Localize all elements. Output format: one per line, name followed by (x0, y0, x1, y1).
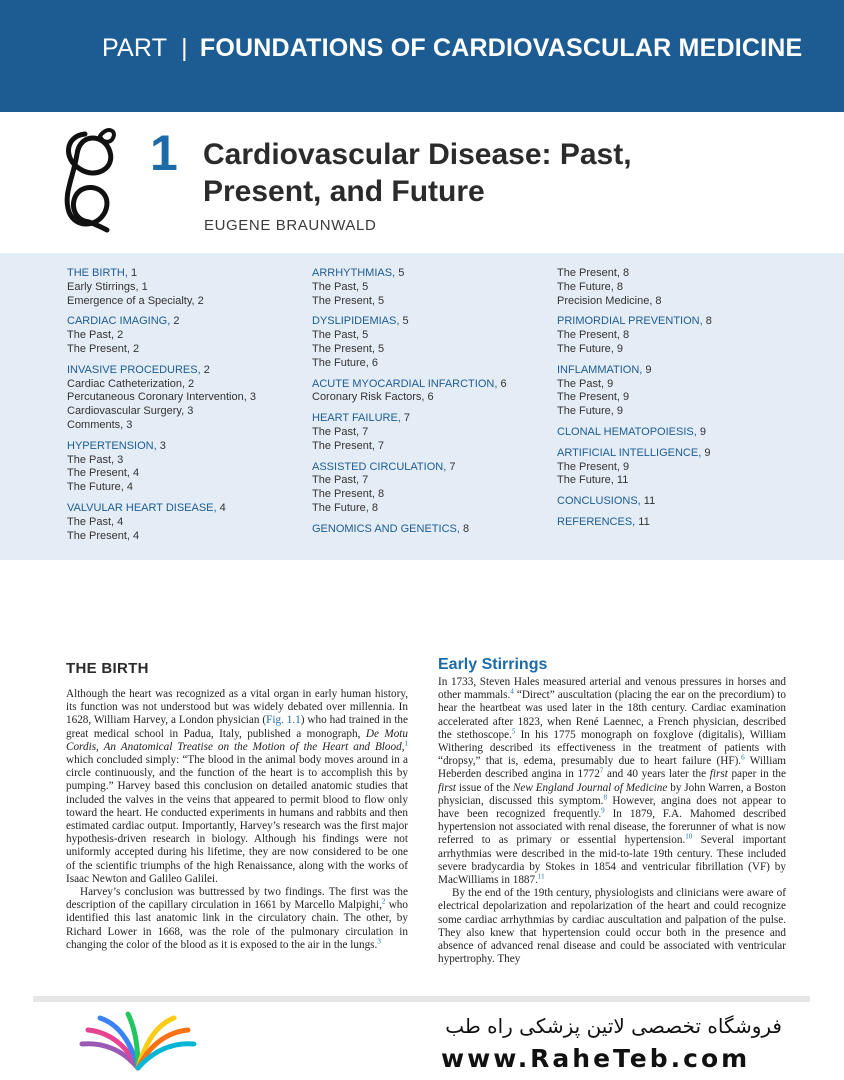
outline-heading[interactable] (67, 267, 302, 281)
chapter-author: EUGENE BRAUNWALD (204, 217, 377, 234)
outline-group (312, 461, 547, 516)
outline-item[interactable]: Precision Medicine, 8 (557, 294, 662, 307)
text-run: paper in the (727, 768, 786, 781)
outline-group (312, 315, 547, 370)
outline-item[interactable]: Coronary Risk Factors, 6 (312, 391, 434, 404)
subsection-heading: Early Stirrings (438, 656, 548, 673)
outline-item[interactable]: Early Stirrings, 1 (67, 280, 148, 293)
outline-heading-page: 9 (699, 425, 706, 438)
outline-column-3 (557, 267, 817, 537)
reference-link[interactable]: 4 (510, 687, 514, 696)
outline-heading[interactable] (67, 440, 302, 454)
outline-heading-label: ARTIFICIAL INTELLIGENCE, (557, 446, 705, 459)
outline-heading[interactable] (67, 315, 302, 329)
outline-heading[interactable] (312, 378, 547, 392)
outline-group (67, 502, 302, 543)
outline-item[interactable]: The Future, 8 (312, 501, 379, 514)
reference-link[interactable]: 3 (377, 937, 381, 946)
reference-link[interactable]: 9 (601, 806, 605, 815)
outline-heading-label: GENOMICS AND GENETICS, (312, 522, 463, 535)
outline-heading[interactable] (557, 447, 817, 461)
left-body-column (66, 688, 408, 952)
outline-item[interactable]: The Present, 8 (557, 329, 630, 342)
text-run: Several important arrhythmias were described in the mid-to-late 19th century. These included severe bradycardia by Stokes in 1854 and ventricular fibrillation (VF) by MacWilliams in 1887. (438, 834, 786, 887)
outline-item[interactable]: The Present, 7 (312, 439, 385, 452)
outline-heading-page: 4 (219, 501, 226, 514)
part-title: FOUNDATIONS OF CARDIOVASCULAR MEDICINE (199, 34, 803, 62)
chapter-title (203, 136, 763, 210)
outline-item[interactable]: The Future, 9 (557, 405, 624, 418)
text-run: ) who had trained in the great medical school in Padua, Italy, published a monograph, (66, 714, 408, 740)
outline-group (557, 364, 817, 419)
outline-item[interactable]: Cardiac Catheterization, 2 (67, 377, 195, 390)
reference-link[interactable]: 1 (404, 739, 408, 748)
outline-heading-page: 5 (402, 315, 409, 328)
outline-heading-label: ASSISTED CIRCULATION, (312, 460, 450, 473)
outline-group (557, 516, 817, 530)
journal-title: New England Journal of Medicine (512, 781, 668, 794)
figure-link[interactable]: Fig. 1.1 (266, 714, 301, 727)
outline-heading-label: REFERENCES, (557, 515, 639, 528)
outline-item[interactable]: Comments, 3 (67, 418, 133, 431)
text-run: In 1879, F.A. Mahomed described hypertension not associated with renal disease, the forerunner of what is now referred to as primary or essential hypertension. (438, 808, 786, 847)
outline-item[interactable]: The Future, 9 (557, 342, 624, 355)
outline-item[interactable]: The Past, 3 (67, 453, 124, 466)
outline-item[interactable]: Percutaneous Coronary Intervention, 3 (67, 391, 256, 404)
outline-item[interactable]: The Present, 4 (67, 529, 140, 542)
outline-item[interactable]: The Present, 9 (557, 460, 630, 473)
outline-heading[interactable] (312, 523, 547, 537)
outline-group (67, 267, 302, 308)
emphasis: first (709, 768, 728, 781)
text-run: In his 1775 monograph on foxglove (digitalis), William Withering described its effectiveness in the treatment of patients with “dropsy,” that is, edema, presumably due to heart failure (HF). (438, 728, 786, 768)
outline-group (312, 378, 547, 406)
outline-item[interactable]: The Past, 2 (67, 329, 124, 342)
reference-link[interactable]: 10 (685, 832, 693, 841)
outline-heading-page: 1 (130, 267, 138, 279)
text-run: which concluded simply: “The blood in the animal body moves around in a circle continuously, and the function of the heart is to accomplish this by pumping.” Harvey based this conclusion on detailed anatomic studies that included the valves in the veins that appeared to permit blood to flow only toward the heart. He conducted experiments in humans and rabbits and then estimated cardiac output. Importantly, Harvey’s research was the first major hypothesis-driven research in biology. Although his findings were not uniformly accepted during his lifetime, they are now considered to be one of the scientific triumphs of the high Renaissance, along with the works of Isaac Newton and Galileo Galilei. (66, 754, 408, 885)
outline-heading-page: 9 (704, 446, 711, 459)
outline-item[interactable]: The Present, 9 (557, 391, 630, 404)
outline-item[interactable]: The Present, 8 (312, 488, 385, 501)
text-run: However, angina does not appear to have been recognized frequently. (438, 794, 786, 821)
outline-item[interactable]: The Past, 5 (312, 280, 369, 293)
reference-link[interactable]: 7 (599, 766, 604, 775)
outline-item[interactable]: The Past, 5 (312, 329, 369, 342)
outline-item[interactable]: Cardiovascular Surgery, 3 (67, 405, 194, 418)
outline-heading-label: INVASIVE PROCEDURES, (67, 363, 204, 376)
text-run: Although the heart was recognized as a vital organ in early human history, its function was not understood but was widely debated over millennia. In 1628, William Harvey, a London physician ( (66, 688, 408, 727)
watermark-url[interactable]: www.RaheTeb.com (441, 1044, 751, 1073)
reference-link[interactable]: 6 (741, 753, 745, 762)
outline-heading-label: THE BIRTH, (67, 267, 131, 279)
outline-item[interactable]: The Future, 6 (312, 356, 379, 369)
outline-heading-label: ARRHYTHMIAS, (312, 267, 399, 279)
right-body-column (438, 676, 786, 966)
outline-group (67, 440, 302, 495)
text-run: who identified this last anatomic link in the circulatory chain. The other, by Richard Lower in 1668, was the role of the pulmonary circulation in changing the color of the blood as it is exposed to the air in the lungs. (66, 899, 408, 951)
outline-heading-page: 8 (705, 315, 712, 328)
text-run: issue of the (456, 781, 513, 794)
paragraph: By the end of the 19th century, physiologists and clinicians were aware of electrical depolarization and repolarization of the heart and could recognize some cardiac arrhythmias by cardiac auscultation and palpation of the pulse. They also knew that hypertension could occur both in the presence and absence of advanced renal disease and could be associated with ventricular hypertrophy. They (438, 887, 786, 966)
outline-heading[interactable] (557, 426, 817, 440)
outline-heading[interactable] (557, 516, 817, 530)
outline-heading[interactable] (67, 364, 302, 378)
outline-heading-label: ACUTE MYOCARDIAL INFARCTION, (312, 377, 501, 390)
part-label: PART (102, 34, 168, 62)
reference-link[interactable]: 11 (537, 872, 545, 881)
outline-group (312, 267, 547, 308)
outline-item[interactable]: The Present, 5 (312, 342, 385, 355)
outline-heading-page: 2 (203, 363, 210, 376)
outline-group (557, 447, 817, 488)
outline-item[interactable]: The Present, 4 (67, 467, 140, 480)
outline-heading-page: 11 (638, 515, 650, 528)
text-run: Harvey’s conclusion was buttressed by two findings. The first was the description of the capillary circulation in 1661 by Marcello Malpighi, (66, 886, 408, 912)
outline-heading[interactable] (312, 315, 547, 329)
chapter-title-line1: Cardiovascular Disease: Past, (203, 138, 632, 171)
book-title: De Motu Cordis, An Anatomical Treatise on the Motion of the Heart and Blood, (66, 727, 408, 753)
outline-group (557, 426, 817, 440)
outline-item[interactable]: The Future, 8 (557, 280, 624, 293)
outline-heading-page: 2 (173, 315, 180, 328)
outline-item[interactable]: Emergence of a Specialty, 2 (67, 294, 204, 307)
chapter-heart-knot-icon (55, 124, 125, 234)
outline-item[interactable]: The Past, 7 (312, 425, 369, 438)
watermark-footer (0, 1002, 844, 1080)
outline-heading-label: INFLAMMATION, (557, 363, 646, 376)
outline-group (557, 495, 817, 509)
outline-group (557, 315, 817, 356)
outline-heading-page: 3 (159, 439, 166, 452)
outline-heading-page: 7 (449, 460, 456, 473)
outline-heading[interactable] (557, 315, 817, 329)
reference-link[interactable]: 5 (511, 727, 516, 736)
outline-group (557, 267, 817, 308)
chapter-title-line2: Present, and Future (203, 175, 485, 208)
outline-heading-page: 9 (645, 363, 652, 376)
outline-heading-page: 7 (403, 412, 411, 425)
part-banner (0, 0, 844, 112)
outline-heading[interactable] (312, 461, 547, 475)
outline-column-2 (312, 267, 547, 544)
outline-heading-page: 6 (500, 377, 507, 390)
text-run: “Direct” auscultation (placing the ear on the precordium) to hear the heartbeat was used later in the 18th century. Cardiac examination accelerated after 1823, when René Laennec, a French physician, described the stethoscope. (438, 689, 786, 741)
open-book-logo-icon (78, 1010, 198, 1076)
watermark-persian-text: فروشگاه تخصصی لاتین پزشکی راه طب (445, 1014, 782, 1038)
text-run: William Heberden described angina in 1772 (438, 755, 786, 781)
text-run: In 1733, Steven Hales measured arterial and venous pressures in horses and other mammals. (438, 676, 786, 702)
outline-heading-page: 5 (398, 267, 405, 279)
chapter-outline (0, 253, 844, 560)
outline-heading-label: HYPERTENSION, (67, 439, 160, 452)
outline-heading-label: HEART FAILURE, (312, 412, 404, 425)
emphasis: first (438, 781, 457, 794)
paragraph (438, 676, 786, 887)
outline-item[interactable]: The Present, 5 (312, 294, 385, 307)
outline-heading-label: DYSLIPIDEMIAS, (312, 315, 403, 328)
paragraph (66, 886, 408, 952)
outline-item[interactable]: The Past, 4 (67, 515, 124, 528)
outline-heading-label: PRIMORDIAL PREVENTION, (557, 315, 706, 328)
part-banner-text (102, 34, 802, 63)
outline-item[interactable]: The Past, 9 (557, 377, 614, 390)
part-separator: | (181, 34, 188, 62)
outline-heading-page: 11 (643, 495, 656, 508)
chapter-number: 1 (150, 125, 178, 181)
outline-column-1 (67, 267, 302, 550)
outline-heading-label: CARDIAC IMAGING, (67, 315, 174, 328)
outline-group (67, 364, 302, 433)
outline-heading-label: CLONAL HEMATOPOIESIS, (557, 425, 700, 438)
outline-group (67, 315, 302, 356)
outline-heading[interactable] (67, 502, 302, 516)
outline-heading-page: 8 (462, 522, 470, 535)
text-run: and 40 years later the (603, 768, 710, 781)
outline-heading[interactable] (312, 412, 547, 426)
outline-heading[interactable] (557, 495, 817, 509)
outline-item[interactable]: The Future, 11 (557, 474, 629, 487)
reference-link[interactable]: 8 (603, 793, 607, 802)
outline-heading-label: VALVULAR HEART DISEASE, (67, 501, 220, 514)
paragraph (66, 688, 408, 886)
outline-item[interactable]: The Future, 4 (67, 481, 134, 494)
outline-heading[interactable] (312, 267, 547, 281)
outline-item[interactable]: The Past, 7 (312, 474, 369, 487)
outline-heading-label: CONCLUSIONS, (557, 495, 644, 508)
outline-item[interactable]: The Present, 8 (557, 267, 630, 279)
section-heading: THE BIRTH (66, 660, 149, 677)
reference-link[interactable]: 2 (381, 897, 386, 906)
outline-heading[interactable] (557, 364, 817, 378)
text-run: by John Warren, a Boston physician, discussed this symptom. (438, 781, 786, 807)
outline-item[interactable]: The Present, 2 (67, 342, 140, 355)
outline-group (312, 523, 547, 537)
outline-group (312, 412, 547, 453)
